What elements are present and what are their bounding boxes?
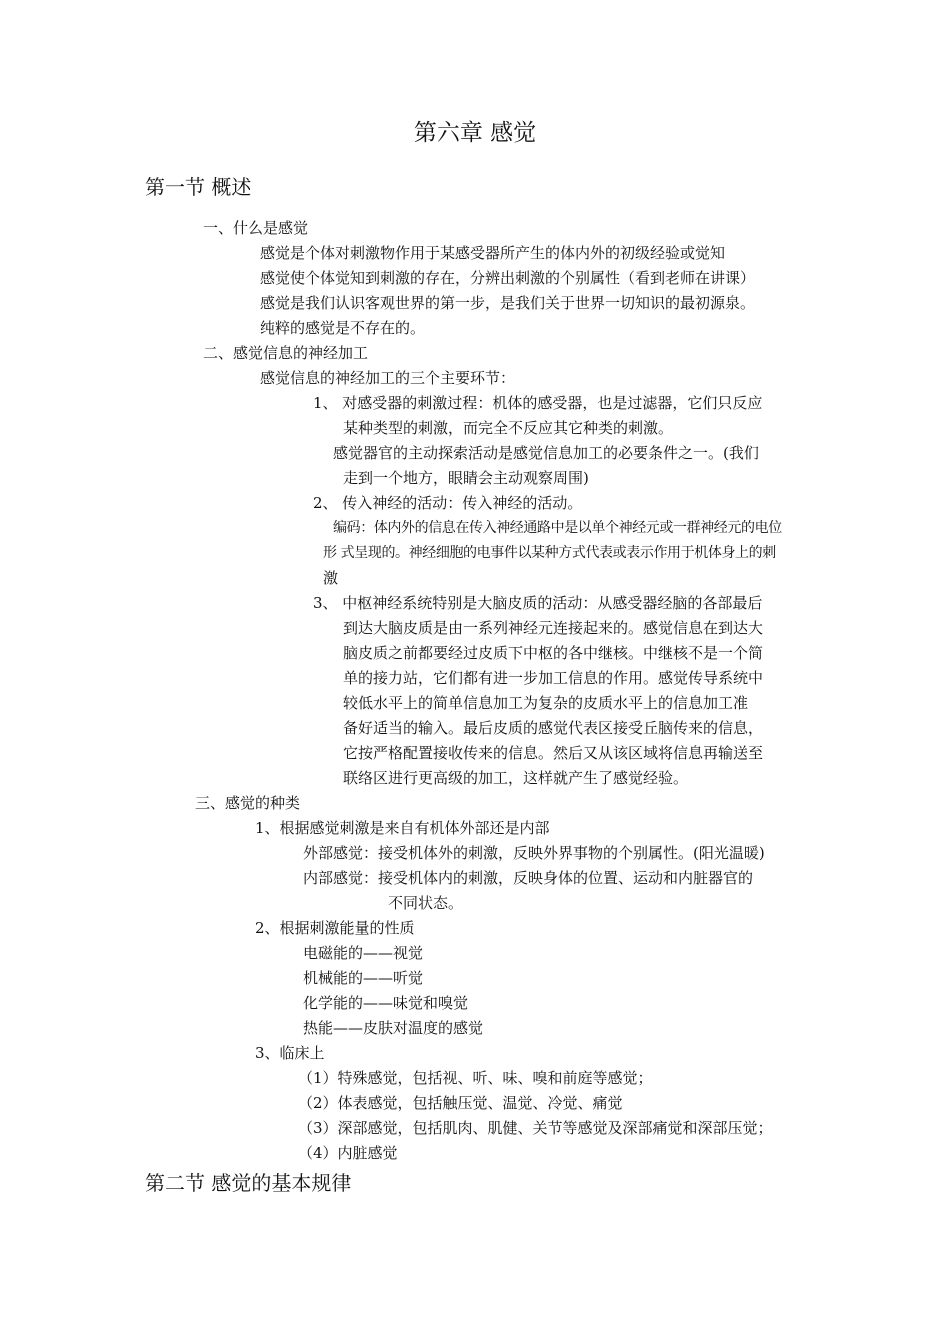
part-2-heading: 二、感觉信息的神经加工	[203, 344, 369, 362]
chapter-title: 第六章 感觉	[413, 120, 537, 146]
section-2-title: 第二节 感觉的基本规律	[145, 1171, 352, 1195]
section-1-title: 第一节 概述	[145, 175, 252, 199]
item-3-line: 脑皮质之前都要经过皮质下中枢的各中继核。中继核不是一个简	[343, 644, 764, 662]
paragraph-line: 感觉使个体觉知到刺激的存在，分辨出刺激的个别属性（看到老师在讲课）	[260, 269, 756, 287]
item-3-line: 单的接力站，它们都有进一步加工信息的作用。感觉传导系统中	[343, 669, 764, 687]
sub-3-heading: 3、临床上	[255, 1044, 325, 1062]
paragraph-line: 感觉是我们认识客观世界的第一步，是我们关于世界一切知识的最初源泉。	[260, 294, 756, 312]
clinical-item: （4）内脏感觉	[298, 1144, 398, 1162]
clinical-item: （1）特殊感觉，包括视、听、味、嗅和前庭等感觉；	[298, 1069, 653, 1087]
item-2-note: 形 式呈现的。神经细胞的电事件以某种方式代表或表示作用于机体身上的刺	[323, 545, 776, 561]
clinical-item: （2）体表感觉，包括触压觉、温觉、冷觉、痛觉	[298, 1094, 623, 1112]
clinical-item: （3）深部感觉，包括肌肉、肌健、关节等感觉及深部痛觉和深部压觉；	[298, 1119, 773, 1137]
item-3-line: 较低水平上的简单信息加工为复杂的皮质水平上的信息加工准	[343, 694, 749, 712]
energy-item: 化学能的——味觉和嗅觉	[303, 994, 469, 1012]
item-3-line: 到达大脑皮质是由一系列神经元连接起来的。感觉信息在到达大	[343, 619, 764, 637]
item-1-note: 走到一个地方，眼睛会主动观察周围)	[343, 469, 589, 487]
item-2-note: 激	[323, 569, 339, 587]
paragraph-line: 纯粹的感觉是不存在的。	[260, 319, 426, 337]
energy-item: 电磁能的——视觉	[303, 944, 424, 962]
item-1-line: 某种类型的刺激，而完全不反应其它种类的刺激。	[343, 419, 674, 437]
part-3-heading: 三、感觉的种类	[195, 794, 301, 812]
part-2-intro: 感觉信息的神经加工的三个主要环节：	[260, 369, 516, 387]
item-1-line: 1、 对感受器的刺激过程：机体的感受器，也是过滤器，它们只反应	[313, 394, 763, 412]
paragraph-line: 感觉是个体对刺激物作用于某感受器所产生的体内外的初级经验或觉知	[260, 244, 726, 262]
item-2-line: 2、 传入神经的活动：传入神经的活动。	[313, 494, 583, 512]
item-3-line: 备好适当的输入。最后皮质的感觉代表区接受丘脑传来的信息，	[343, 719, 764, 737]
item-1-note: 感觉器官的主动探索活动是感觉信息加工的必要条件之一。(我们	[333, 444, 759, 462]
item-3-line: 它按严格配置接收传来的信息。然后又从该区域将信息再输送至	[343, 744, 764, 762]
item-2-note: 编码：体内外的信息在传入神经通路中是以单个神经元或一群神经元的电位	[333, 520, 782, 536]
sub-1-heading: 1、根据感觉刺激是来自有机体外部还是内部	[255, 819, 550, 837]
internal-sense: 内部感觉：接受机体内的刺激，反映身体的位置、运动和内脏器官的	[303, 869, 754, 887]
sub-2-heading: 2、根据刺激能量的性质	[255, 919, 415, 937]
part-1-heading: 一、什么是感觉	[203, 219, 309, 237]
energy-item: 热能——皮肤对温度的感觉	[303, 1019, 484, 1037]
item-3-line: 3、 中枢神经系统特别是大脑皮质的活动：从感受器经脑的各部最后	[313, 594, 763, 612]
energy-item: 机械能的——听觉	[303, 969, 424, 987]
external-sense: 外部感觉：接受机体外的刺激，反映外界事物的个别属性。(阳光温暖)	[303, 844, 765, 862]
item-3-line: 联络区进行更高级的加工，这样就产生了感觉经验。	[343, 769, 689, 787]
internal-sense-cont: 不同状态。	[388, 894, 464, 912]
